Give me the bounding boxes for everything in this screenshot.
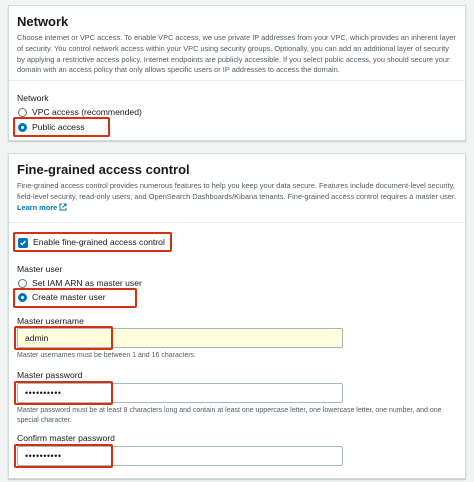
enable-fgac-label: Enable fine-grained access control [33, 237, 165, 247]
network-panel [8, 5, 466, 141]
master-username-label: Master username [17, 316, 84, 326]
network-field-label: Network [17, 93, 49, 103]
confirm-password-label: Confirm master password [17, 433, 115, 443]
master-password-hint: Master password must be at least 8 characters long and contain at least one uppercase letter, one lowercase letter, one number, and one special character. [17, 407, 442, 424]
confirm-password-highlight [14, 444, 113, 468]
network-header [9, 6, 465, 76]
fgac-title: Fine-grained access control [17, 162, 190, 177]
external-link-icon [59, 203, 67, 211]
learn-more-link[interactable] [17, 203, 67, 212]
master-user-label: Master user [17, 264, 63, 274]
create-master-user-highlight [13, 288, 137, 308]
fgac-divider [9, 222, 465, 223]
create-master-user-label: Create master user [32, 292, 106, 302]
public-access-highlight [13, 117, 110, 137]
vpc-access-label: VPC access (recommended) [32, 107, 142, 117]
master-password-label: Master password [17, 370, 83, 380]
iam-arn-label: Set IAM ARN as master user [32, 278, 142, 288]
fgac-description [17, 181, 457, 213]
master-password-highlight [14, 381, 113, 405]
network-divider [9, 80, 465, 81]
fgac-description-text: Fine-grained access control provides numerous features to help you keep your data secure. Features include document-level security, field-level security, read-only users, and OpenSearch Dashboards/Kibana tenants. Fine-grained access control requires a master user. [17, 181, 457, 201]
fgac-panel [8, 153, 466, 479]
public-access-label: Public access [32, 122, 85, 132]
fgac-header [9, 154, 465, 213]
network-description: Choose internet or VPC access. To enable VPC access, we use private IP addresses from your VPC, which provides an inherent layer of security. You control network access within your VPC using security groups. Optionally, you can add an additional layer of security by applying a restrictive access policy. Internet endpoints are publicly accessible. If you select public access, you should secure your domain with an access policy that only allows specific users or IP addresses to access the domain. [17, 33, 456, 75]
radio-unchecked-icon [18, 108, 27, 117]
master-username-hint: Master usernames must be between 1 and 16 characters. [17, 352, 196, 359]
radio-unchecked-icon [18, 279, 27, 288]
master-username-highlight [14, 326, 113, 350]
enable-fgac-highlight [13, 232, 172, 252]
network-title: Network [17, 14, 69, 29]
learn-more-label: Learn more [17, 202, 58, 212]
